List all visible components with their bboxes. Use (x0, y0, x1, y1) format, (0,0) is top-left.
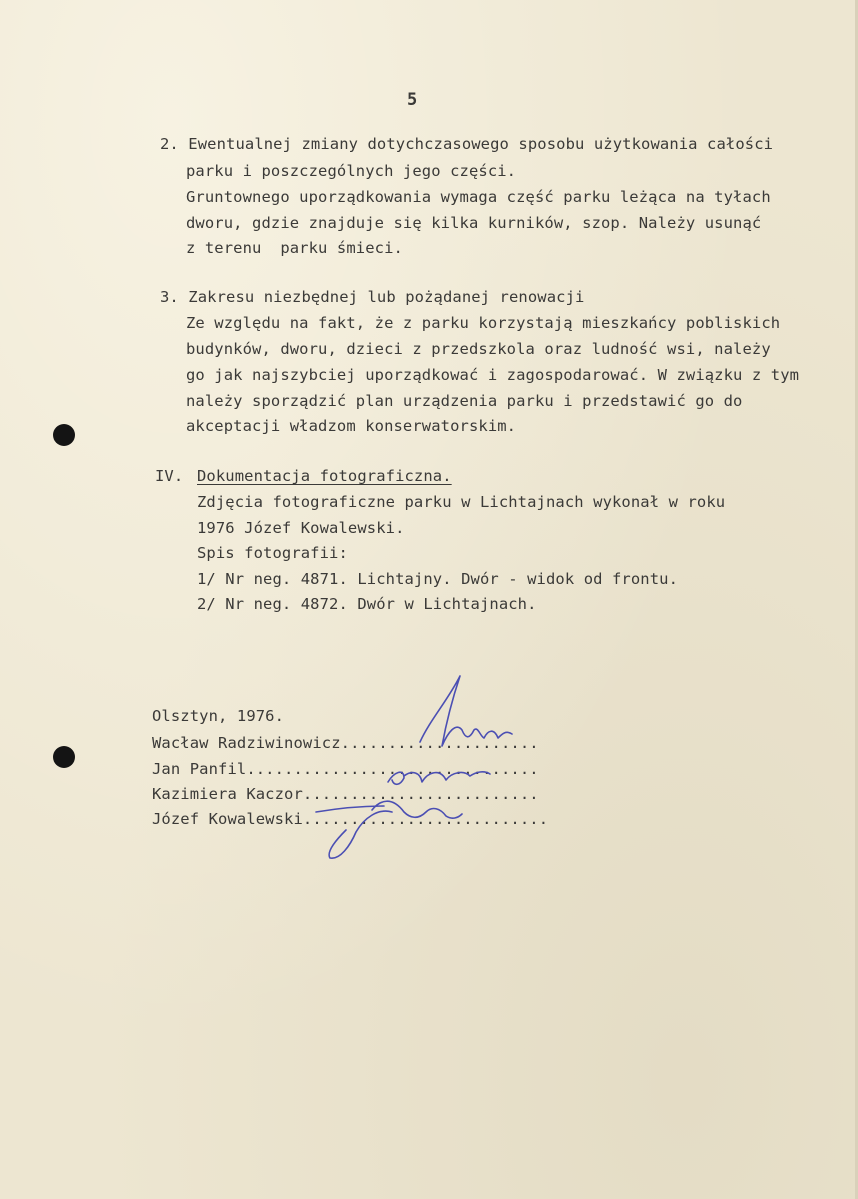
item-2-line: Gruntownego uporządkowania wymaga część parku leżąca na tyłach (186, 188, 771, 206)
item-3-line: 3. Zakresu niezbędnej lub pożądanej renowacji (160, 288, 585, 306)
item-2-line: 2. Ewentualnej zmiany dotychczasowego sposobu użytkowania całości (160, 135, 774, 153)
item-3-line: Ze względu na fakt, że z parku korzystają mieszkańcy pobliskich (186, 314, 781, 332)
signatory-line: Józef Kowalewski.......................... (152, 810, 549, 828)
section-4-line: 1/ Nr neg. 4871. Lichtajny. Dwór - widok od frontu. (197, 570, 679, 588)
item-2-line: parku i poszczególnych jego części. (186, 162, 517, 180)
item-3-line: należy sporządzić plan urządzenia parku i przedstawić go do (186, 392, 743, 410)
page-number: 5 (407, 90, 418, 110)
punch-hole-bottom (53, 746, 75, 768)
signatory-line: Wacław Radziwinowicz..................... (152, 734, 539, 752)
item-2-line: dworu, gdzie znajduje się kilka kurników, szop. Należy usunąć (186, 214, 762, 232)
section-4-line: 1976 Józef Kowalewski. (197, 519, 405, 537)
signatory-line: Jan Panfil............................... (152, 760, 539, 778)
place-date: Olsztyn, 1976. (152, 707, 285, 725)
section-4-line: 2/ Nr neg. 4872. Dwór w Lichtajnach. (197, 595, 537, 613)
item-3-line: go jak najszybciej uporządkować i zagospodarować. W związku z tym (186, 366, 800, 384)
section-4-number: IV. (155, 467, 184, 485)
section-4-line: Spis fotografii: (197, 544, 348, 562)
section-4-heading: Dokumentacja fotograficzna. (197, 467, 452, 485)
item-2-line: z terenu parku śmieci. (186, 239, 403, 257)
item-3-line: budynków, dworu, dzieci z przedszkola oraz ludność wsi, należy (186, 340, 771, 358)
punch-hole-top (53, 424, 75, 446)
section-4-line: Zdjęcia fotograficzne parku w Lichtajnach wykonał w roku (197, 493, 726, 511)
signatory-line: Kazimiera Kaczor......................... (152, 785, 539, 803)
item-3-line: akceptacji władzom konserwatorskim. (186, 417, 517, 435)
